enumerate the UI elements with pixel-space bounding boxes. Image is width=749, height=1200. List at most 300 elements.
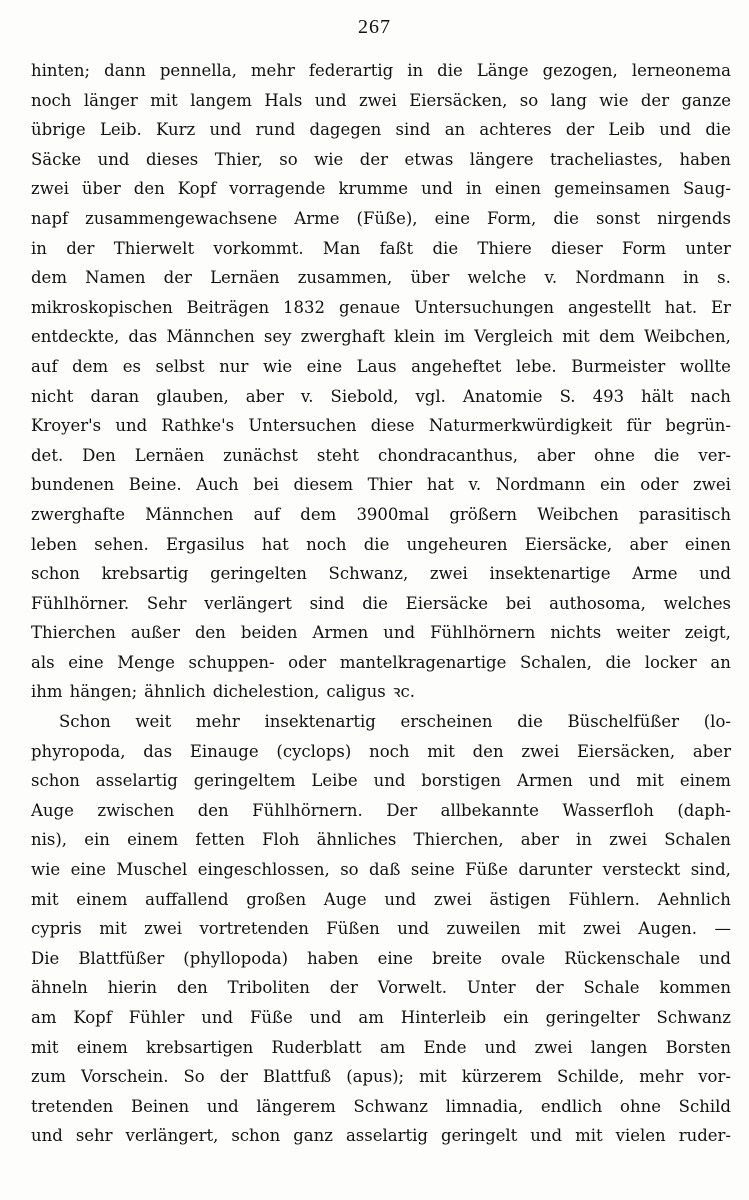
text-line xyxy=(31,618,731,648)
word: oder xyxy=(288,652,327,672)
word: aber xyxy=(520,830,559,850)
word: zwerghafte xyxy=(31,504,125,524)
word: ganze xyxy=(681,90,731,110)
word: schon xyxy=(31,564,80,584)
word: zwei xyxy=(609,830,647,850)
word: hat. xyxy=(664,297,698,317)
word: Kopf xyxy=(73,1008,112,1027)
word: Fühlhörnern xyxy=(430,623,536,643)
word: 3900mal xyxy=(356,504,430,524)
word: ohne xyxy=(620,1096,661,1116)
word: den xyxy=(176,978,208,998)
word: mehr xyxy=(250,61,295,80)
word: ähnlich xyxy=(144,682,206,702)
word: zwei xyxy=(31,179,69,199)
text-line xyxy=(31,322,731,352)
word: Untersuchungen xyxy=(414,297,555,317)
word: welche xyxy=(467,268,527,288)
word: mit xyxy=(562,327,590,347)
word: zeigt, xyxy=(684,623,731,643)
word: mit xyxy=(538,919,566,939)
word: Vergleich xyxy=(474,327,554,347)
word: versteckt xyxy=(602,860,681,880)
word: den xyxy=(133,179,165,199)
word: Kroyer's xyxy=(31,416,102,436)
word: bei xyxy=(505,593,532,613)
word: Füße xyxy=(249,1008,293,1027)
word: aber xyxy=(245,386,284,406)
word: Nordmann xyxy=(495,475,586,495)
word: bundenen xyxy=(31,475,115,495)
word: Fühler xyxy=(128,1008,185,1027)
word: ganz xyxy=(293,1126,333,1146)
word: mit xyxy=(575,1126,603,1146)
word: in xyxy=(31,238,47,258)
word: ver- xyxy=(698,445,731,465)
word: kürzerem xyxy=(461,1067,542,1087)
word: achteres xyxy=(479,120,552,140)
word: vor- xyxy=(698,1067,731,1087)
word: Einauge xyxy=(189,741,259,761)
word: hat xyxy=(426,475,454,495)
word: sehen. xyxy=(94,534,149,554)
word: eine xyxy=(70,860,106,880)
word: eine xyxy=(68,652,104,672)
word: zwei xyxy=(534,1037,573,1057)
text-line xyxy=(31,944,731,974)
word: Thiere xyxy=(477,238,532,258)
word: eingeschlossen, xyxy=(197,860,330,880)
text-line xyxy=(31,559,731,589)
word: am xyxy=(31,1008,57,1027)
word: die xyxy=(605,652,632,672)
word: und xyxy=(31,1126,63,1146)
word: glauben, xyxy=(156,386,229,406)
word: (lo- xyxy=(703,712,731,732)
word: und xyxy=(484,1037,517,1057)
word: So xyxy=(183,1067,205,1087)
word: sind xyxy=(309,593,345,613)
word: diesem xyxy=(293,475,353,495)
word: pennella, xyxy=(159,61,237,80)
word: und xyxy=(699,948,731,968)
word: größern xyxy=(449,504,518,524)
word: wollte xyxy=(679,356,731,376)
word: krumme xyxy=(338,179,409,199)
word: Menge xyxy=(117,652,175,672)
text-line xyxy=(31,204,731,234)
text-line xyxy=(31,855,731,885)
word: noch xyxy=(306,534,347,554)
word: mehr xyxy=(195,712,240,732)
word: phyropoda, xyxy=(31,741,126,761)
word: aber xyxy=(692,741,731,761)
word: Länge xyxy=(476,61,529,80)
word: nur xyxy=(219,356,249,376)
word: lang xyxy=(550,90,587,110)
word: welches xyxy=(663,593,731,613)
word: Armen xyxy=(516,771,573,791)
word: in xyxy=(407,61,424,80)
word: zwerghaft xyxy=(300,327,385,347)
word: selbst xyxy=(155,356,205,376)
word: über xyxy=(81,179,121,199)
word: und xyxy=(314,90,347,110)
word: Fühlhörnern. xyxy=(252,800,363,820)
word: weit xyxy=(135,712,172,732)
word: mit xyxy=(427,741,455,761)
word: mantelkragenartige xyxy=(339,652,507,672)
word: eine xyxy=(434,208,470,228)
word: Namen xyxy=(85,268,146,288)
word: die xyxy=(362,593,388,613)
word: der xyxy=(565,120,595,140)
word: ruder- xyxy=(678,1126,731,1146)
word: Lernäen xyxy=(134,445,205,465)
word: lerneonema xyxy=(631,61,731,80)
word: Kurz xyxy=(156,120,196,140)
word: auffallend xyxy=(145,889,229,909)
word: lebe. xyxy=(516,356,557,376)
word: Armen xyxy=(312,623,369,643)
word: mit xyxy=(150,90,178,110)
word: Thierchen, xyxy=(413,830,504,850)
word: der xyxy=(66,238,95,258)
word: hat xyxy=(261,534,289,554)
word: Ergasilus xyxy=(166,534,245,554)
word: geringelten xyxy=(210,564,307,584)
word: dem xyxy=(31,268,67,288)
word: ein xyxy=(599,475,626,495)
word: faßt xyxy=(379,238,414,258)
word: nirgends xyxy=(657,208,731,228)
word: in xyxy=(465,179,482,199)
word: ovale xyxy=(501,948,546,968)
text-line xyxy=(31,382,731,412)
word: insektenartig xyxy=(264,712,376,732)
word: Der xyxy=(386,800,418,820)
word: Arme xyxy=(632,564,678,584)
word: auf xyxy=(253,504,281,524)
word: den xyxy=(194,623,226,643)
word: Eiersäcken, xyxy=(409,90,508,110)
word: vielen xyxy=(615,1126,666,1146)
word: auf xyxy=(31,356,58,376)
word: Weibchen xyxy=(537,504,619,524)
word: großen xyxy=(246,889,307,909)
word: geringelt xyxy=(440,1126,518,1146)
text-line xyxy=(31,973,731,1003)
word: Schalen, xyxy=(519,652,592,672)
word: darunter xyxy=(518,860,593,880)
word: breite xyxy=(432,948,482,968)
word: Schild xyxy=(678,1096,731,1116)
word: (cyclops) xyxy=(276,741,352,761)
word: die xyxy=(705,120,731,140)
word: der xyxy=(219,1067,248,1087)
word: Saug- xyxy=(683,179,731,199)
word: in xyxy=(683,268,699,288)
word: wie xyxy=(31,860,61,880)
word: der xyxy=(535,978,564,998)
word: chondracanthus, xyxy=(377,445,518,465)
word: schuppen- xyxy=(188,652,275,672)
word: begrün- xyxy=(665,416,731,436)
word: zwei xyxy=(693,475,731,495)
word: zum xyxy=(31,1067,66,1087)
text-line xyxy=(31,766,731,796)
word: zwei xyxy=(433,889,472,909)
word: für xyxy=(626,416,652,436)
word: — xyxy=(714,919,731,939)
word: nach xyxy=(690,386,731,406)
word: die xyxy=(517,712,543,732)
word: einen xyxy=(684,534,731,554)
word: Schwanz, xyxy=(328,564,409,584)
word: dieser xyxy=(551,238,603,258)
word: napf xyxy=(31,208,69,228)
word: Schon xyxy=(59,712,111,732)
word: so xyxy=(519,90,539,110)
word: cypris xyxy=(31,919,82,939)
word: ähnliches xyxy=(316,830,397,850)
word: einen xyxy=(494,179,541,199)
word: die xyxy=(437,61,463,80)
word: so xyxy=(340,860,359,880)
word: Form xyxy=(622,238,667,258)
word: Naturmerkwürdigkeit xyxy=(428,416,613,436)
word: Eiersäcken, xyxy=(576,741,676,761)
text-line xyxy=(31,411,731,441)
word: ästigen xyxy=(489,889,551,909)
word: sonst xyxy=(595,208,641,228)
word: Triboliten xyxy=(227,978,310,998)
word: vorkommt. xyxy=(213,238,304,258)
word: ohne xyxy=(593,445,635,465)
word: parasitisch xyxy=(638,504,731,524)
word: am xyxy=(379,1037,406,1057)
word: hängen; xyxy=(69,682,138,702)
word: den xyxy=(197,800,229,820)
word: der xyxy=(163,268,192,288)
word: ꝛc. xyxy=(392,682,415,702)
word: Schilde, xyxy=(556,1067,625,1087)
word: wie xyxy=(262,356,293,376)
word: mit xyxy=(419,1067,447,1087)
word: einem xyxy=(76,1037,128,1057)
word: langem xyxy=(190,90,252,110)
text-line xyxy=(31,1062,731,1092)
word: eine xyxy=(306,356,343,376)
word: übrige xyxy=(31,120,86,140)
word: und xyxy=(699,564,731,584)
word: und xyxy=(397,919,430,939)
word: sind xyxy=(395,120,431,140)
word: Eiersäcke, xyxy=(524,534,613,554)
word: zwei xyxy=(144,919,183,939)
word: Rathke's xyxy=(161,416,235,436)
word: und xyxy=(206,1096,239,1116)
text-line xyxy=(31,115,731,145)
word: locker xyxy=(644,652,697,672)
page-number: 267 xyxy=(358,16,391,38)
text-line xyxy=(31,293,731,323)
text-line xyxy=(31,737,731,767)
word: und xyxy=(373,771,406,791)
text-line xyxy=(31,174,731,204)
word: v. xyxy=(468,475,482,495)
word: und xyxy=(383,623,416,643)
word: wie xyxy=(314,149,344,169)
word: mit xyxy=(31,889,59,909)
word: zwei xyxy=(583,919,621,939)
word: Lernäen xyxy=(210,268,280,288)
word: schon xyxy=(231,1126,281,1146)
word: krebsartig xyxy=(101,564,189,584)
word: rund xyxy=(255,120,296,140)
word: an xyxy=(444,120,466,140)
word: Untersuchen xyxy=(248,416,357,436)
word: Blattfüßer xyxy=(78,948,165,968)
text-line xyxy=(31,825,731,855)
word: am xyxy=(358,1008,384,1027)
word: außer xyxy=(130,623,180,643)
word: noch xyxy=(31,90,72,110)
word: und xyxy=(309,1008,342,1027)
word: Beiträgen xyxy=(186,297,270,317)
word: eine xyxy=(377,948,414,968)
word: die xyxy=(653,445,680,465)
word: Aehnlich xyxy=(657,889,731,909)
text-line xyxy=(31,145,731,175)
text-line xyxy=(31,1121,731,1151)
word: und xyxy=(588,771,621,791)
word: hält xyxy=(641,386,674,406)
word: (phyllopoda) xyxy=(183,948,289,968)
word: Thier, xyxy=(214,149,263,169)
word: Büschelfüßer xyxy=(567,712,680,732)
word: geringelter xyxy=(545,1008,640,1027)
word: Man xyxy=(322,238,361,258)
word: 1832 xyxy=(283,297,326,317)
word: daran xyxy=(90,386,140,406)
word: Den xyxy=(82,445,116,465)
word: und xyxy=(209,120,242,140)
word: Leib xyxy=(608,120,645,140)
word: Thier xyxy=(367,475,413,495)
word: ähneln xyxy=(31,978,88,998)
word: daß xyxy=(369,860,401,880)
word: mit xyxy=(99,919,127,939)
word: Siebold, xyxy=(330,386,399,406)
word: oder xyxy=(640,475,679,495)
word: Anatomie xyxy=(462,386,543,406)
word: Säcke xyxy=(31,149,82,169)
word: verlängert, xyxy=(125,1126,219,1146)
word: diese xyxy=(370,416,415,436)
text-line xyxy=(31,56,731,86)
word: Hinterleib xyxy=(400,1008,487,1027)
word: in xyxy=(576,830,592,850)
word: Burmeister xyxy=(571,356,666,376)
word: weiter xyxy=(616,623,670,643)
word: leben xyxy=(31,534,77,554)
word: schon xyxy=(31,771,80,791)
word: Leib. xyxy=(99,120,142,140)
word: zwei xyxy=(429,564,468,584)
word: geringeltem xyxy=(193,771,296,791)
word: mehr xyxy=(639,1067,684,1087)
word: Ruderblatt xyxy=(271,1037,362,1057)
word: der xyxy=(640,90,670,110)
word: im xyxy=(444,327,466,347)
word: entdeckte, xyxy=(31,327,120,347)
word: unter xyxy=(685,238,731,258)
word: Vorwelt. xyxy=(377,978,447,998)
word: Muschel xyxy=(116,860,188,880)
word: Borsten xyxy=(665,1037,731,1057)
word: zunächst xyxy=(223,445,298,465)
word: Rückenschale xyxy=(564,948,681,968)
word: als xyxy=(31,652,55,672)
word: Auge xyxy=(31,800,74,820)
word: Schale xyxy=(583,978,640,998)
word: Augen. xyxy=(638,919,698,939)
word: Floh xyxy=(262,830,300,850)
word: das xyxy=(143,741,173,761)
word: Thierwelt xyxy=(113,238,195,258)
word: noch xyxy=(369,741,410,761)
word: Schalen xyxy=(664,830,731,850)
word: dagegen xyxy=(309,120,382,140)
word: zusammengewachsene xyxy=(85,208,278,228)
word: Form, xyxy=(487,208,537,228)
word: ein xyxy=(503,1008,529,1027)
body-text xyxy=(31,56,731,1151)
word: sehr xyxy=(75,1126,113,1146)
word: allbekannte xyxy=(440,800,539,820)
word: vorragende xyxy=(229,179,326,199)
word: und xyxy=(201,1008,234,1027)
word: wie xyxy=(599,90,629,110)
text-line xyxy=(31,441,731,471)
word: Ende xyxy=(423,1037,467,1057)
word: zwei xyxy=(358,90,397,110)
word: Arme xyxy=(294,208,340,228)
word: Unter xyxy=(466,978,516,998)
word: zusammen, xyxy=(297,268,393,288)
word: Er xyxy=(711,297,731,317)
word: aber xyxy=(629,534,668,554)
word: Beinen xyxy=(130,1096,190,1116)
word: bei xyxy=(253,475,279,495)
word: Wasserfloh xyxy=(562,800,654,820)
word: tracheliastes, xyxy=(550,149,663,169)
word: und xyxy=(530,1126,563,1146)
word: Auge xyxy=(323,889,367,909)
word: Männchen xyxy=(145,504,234,524)
word: Die xyxy=(31,948,60,968)
word: und xyxy=(384,889,417,909)
word: fetten xyxy=(195,830,245,850)
word: federartig xyxy=(308,61,394,80)
word: einem xyxy=(127,830,179,850)
word: einem xyxy=(76,889,128,909)
word: und xyxy=(115,416,148,436)
text-line xyxy=(31,707,731,737)
word: Thierchen xyxy=(31,623,116,643)
word: nicht xyxy=(31,386,74,406)
